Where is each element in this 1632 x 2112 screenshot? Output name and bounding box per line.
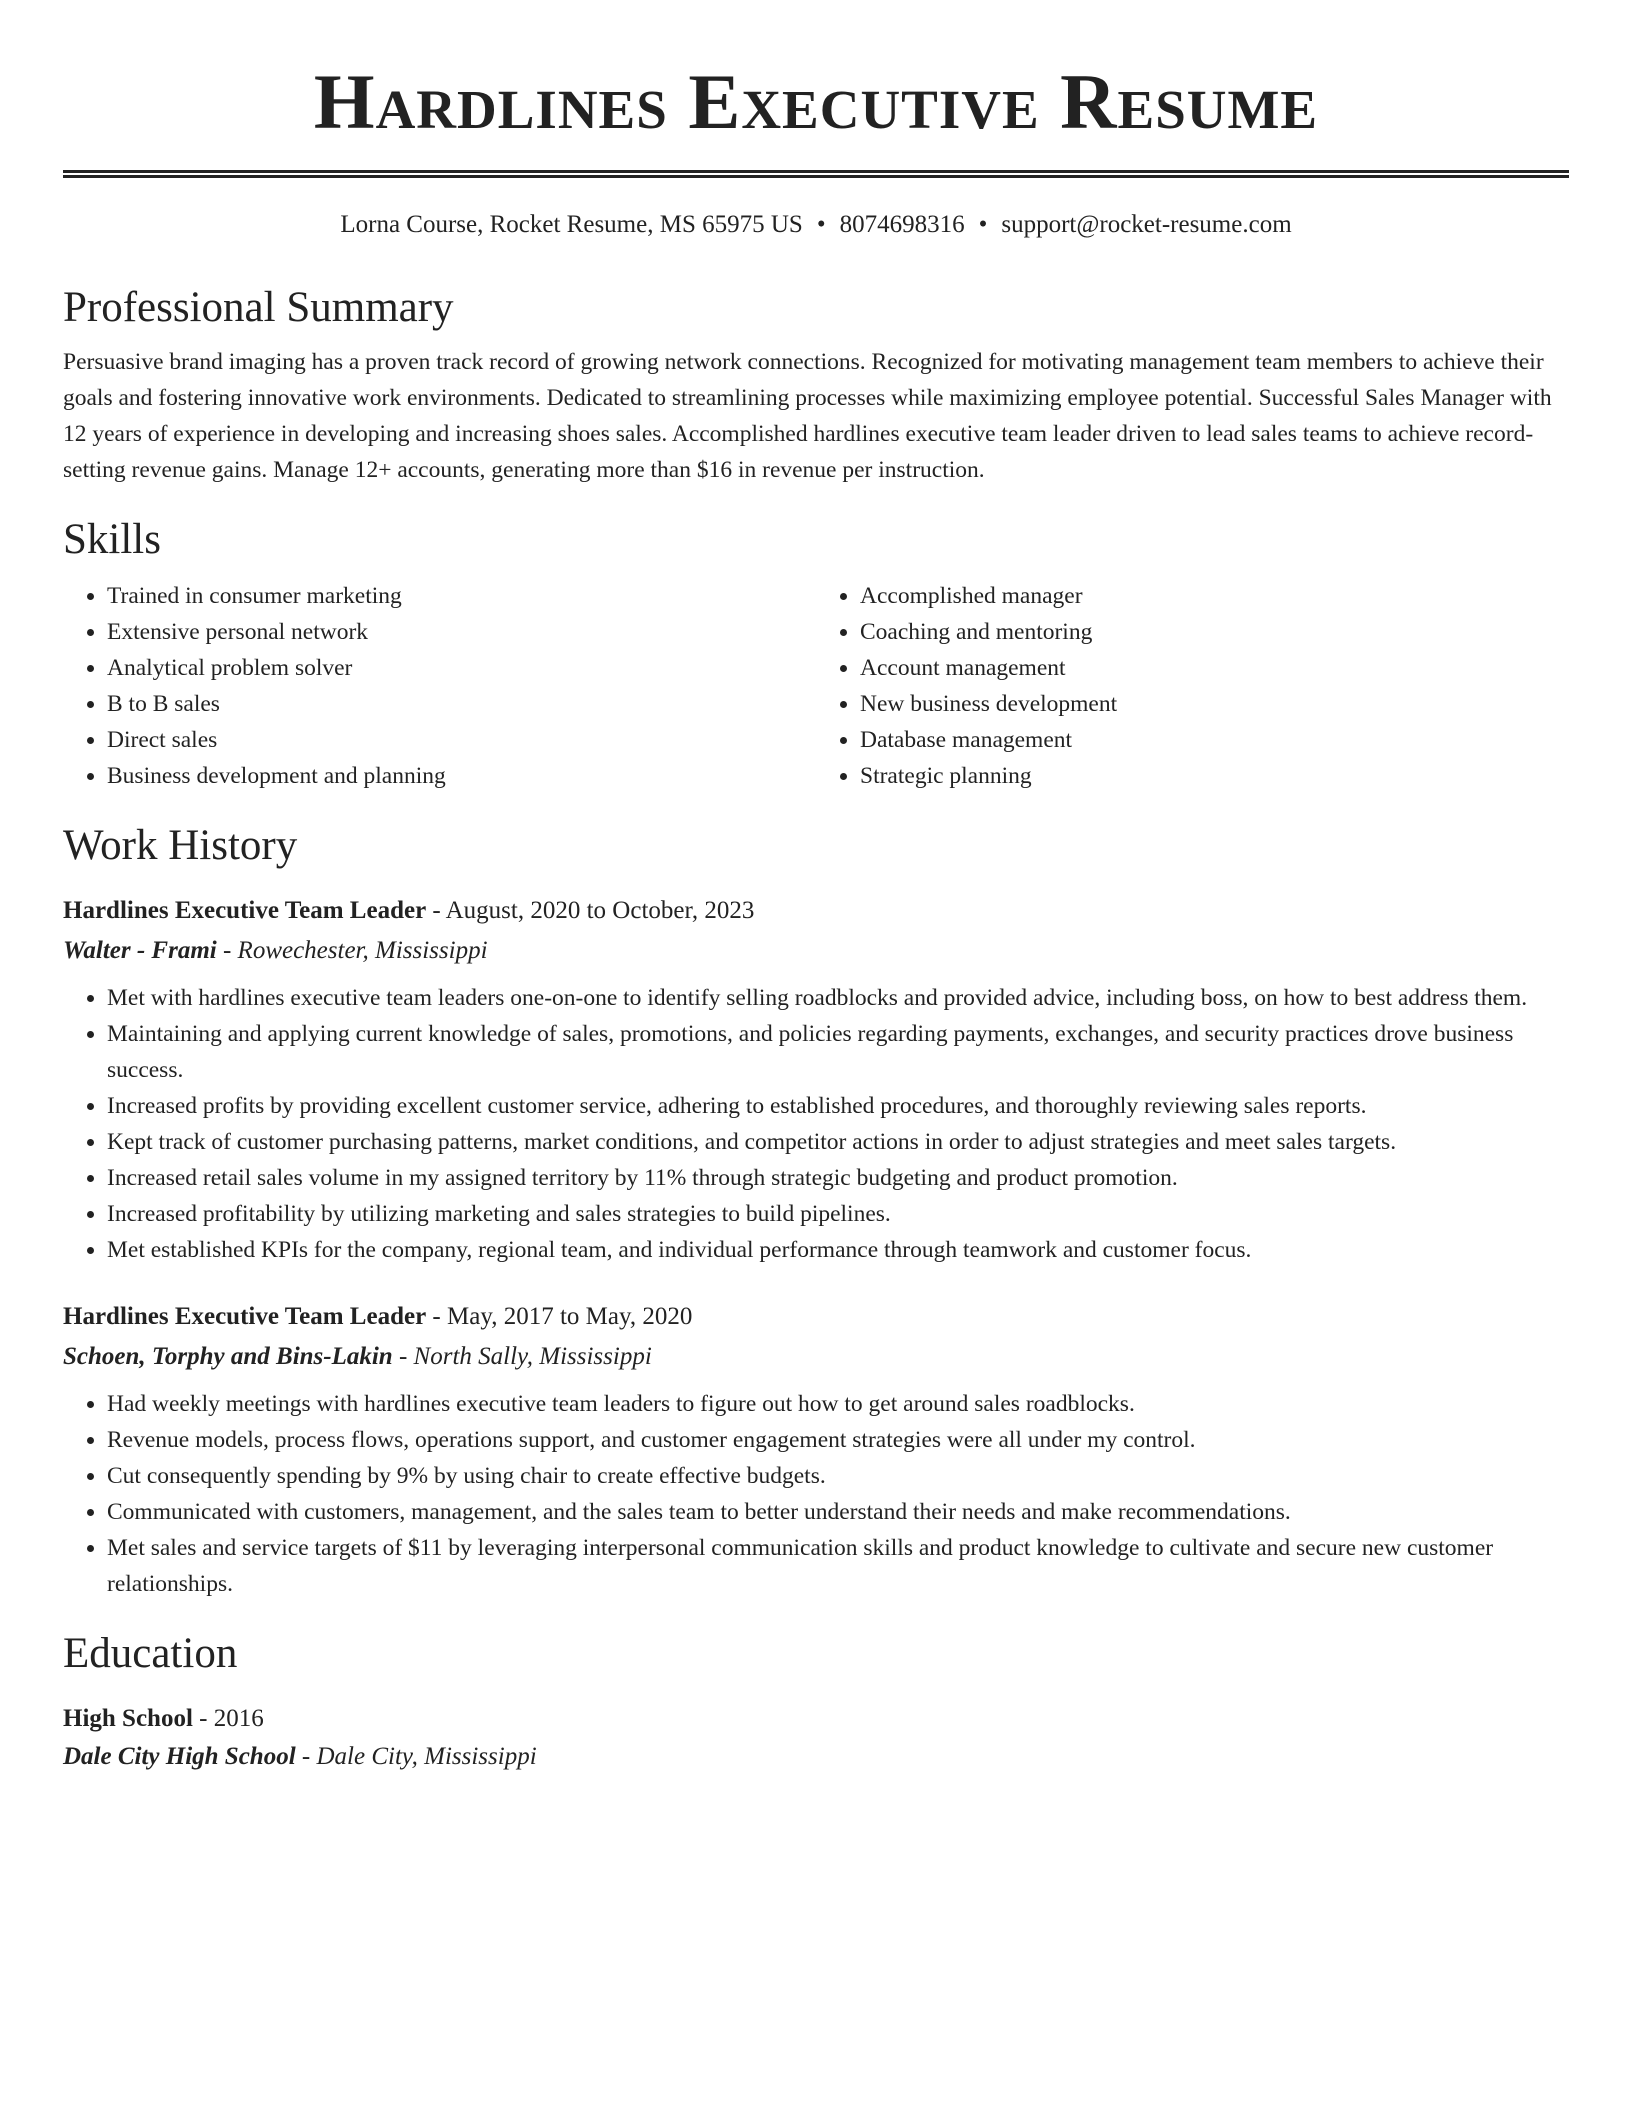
education-location: Dale City, Mississippi	[316, 1743, 537, 1770]
job-header	[63, 1300, 1569, 1334]
skills-column-left	[63, 578, 816, 794]
education-school-line	[63, 1740, 1569, 1774]
skill-item: • Direct sales	[107, 722, 816, 758]
job-bullets	[63, 980, 1569, 1268]
job-dash: -	[216, 937, 238, 964]
job-dates: May, 2017 to May, 2020	[447, 1303, 693, 1330]
skill-item: • Trained in consumer marketing	[107, 578, 816, 614]
job-bullet: • Met sales and service targets of $11 by leveraging interpersonal communication skills and product knowledge to cultivate and secure new customer relationships.	[107, 1530, 1569, 1602]
job-bullet: • Had weekly meetings with hardlines executive team leaders to figure out how to get around sales roadblocks.	[107, 1386, 1569, 1422]
skill-item: • Database management	[860, 722, 1569, 758]
job-dash: -	[426, 897, 446, 924]
contact-phone: 8074698316	[839, 211, 965, 238]
job-bullet: • Communicated with customers, management, and the sales team to better understand their needs and make recommendations.	[107, 1494, 1569, 1530]
summary-heading: Professional Summary	[63, 284, 454, 331]
contact-email: support@rocket-resume.com	[1001, 211, 1292, 238]
job-bullet: • Kept track of customer purchasing patterns, market conditions, and competitor actions in order to adjust strategies and meet sales targets.	[107, 1124, 1569, 1160]
job-employer	[63, 934, 1569, 968]
job-bullet: • Cut consequently spending by 9% by using chair to create effective budgets.	[107, 1458, 1569, 1494]
job-location: North Sally, Mississippi	[413, 1343, 652, 1370]
contact-address: Lorna Course, Rocket Resume, MS 65975 US	[340, 211, 803, 238]
job-location: Rowechester, Mississippi	[237, 937, 488, 964]
education-degree: High School	[63, 1705, 193, 1732]
job-entry	[63, 894, 1569, 1268]
job-title: Hardlines Executive Team Leader	[63, 897, 427, 924]
job-bullet: • Increased retail sales volume in my assigned territory by 11% through strategic budgeting and product promotion.	[107, 1160, 1569, 1196]
job-dates: August, 2020 to October, 2023	[445, 897, 755, 924]
education-heading: Education	[63, 1630, 238, 1677]
summary-text: Persuasive brand imaging has a proven track record of growing network connections. Recognized for motivating management team members to achieve their goals and fostering innovative work environments. Dedicated to streamlining processes while maximizing employee potential. Successful Sales Manager with 12 years of experience in developing and increasing shoes sales. Accomplished hardlines executive team leader driven to lead sales teams to achieve record-setting revenue gains. Manage 12+ accounts, generating more than $16 in revenue per instruction.	[63, 349, 1552, 483]
skill-item: • Account management	[860, 650, 1569, 686]
job-employer	[63, 1340, 1569, 1374]
skill-item: • Extensive personal network	[107, 614, 816, 650]
skill-item: • Business development and planning	[107, 758, 816, 794]
job-bullet: • Met with hardlines executive team leaders one-on-one to identify selling roadblocks and provided advice, including boss, on how to best address them.	[107, 980, 1569, 1016]
skill-item: • Coaching and mentoring	[860, 614, 1569, 650]
skill-item: • New business development	[860, 686, 1569, 722]
education-dash: -	[295, 1743, 317, 1770]
job-header	[63, 894, 1569, 928]
education-dash: -	[192, 1705, 214, 1732]
title-divider	[63, 170, 1569, 178]
skill-item: • Accomplished manager	[860, 578, 1569, 614]
skill-item: • Strategic planning	[860, 758, 1569, 794]
education-header	[63, 1702, 1569, 1736]
resume-title: Hardlines Executive Resume	[313, 58, 1319, 145]
contact-line	[63, 209, 1569, 241]
job-bullet: • Increased profitability by utilizing marketing and sales strategies to build pipelines.	[107, 1196, 1569, 1232]
skills-list	[63, 578, 1569, 794]
job-dash: -	[392, 1343, 414, 1370]
job-dash: -	[426, 1303, 447, 1330]
job-entry	[63, 1300, 1569, 1602]
job-bullet: • Met established KPIs for the company, regional team, and individual performance through teamwork and customer focus.	[107, 1232, 1569, 1268]
work-history-heading: Work History	[63, 822, 298, 869]
education-entry	[63, 1702, 1569, 1774]
contact-separator: •	[816, 211, 826, 238]
job-bullet: • Increased profits by providing excellent customer service, adhering to established procedures, and thoroughly reviewing sales reports.	[107, 1088, 1569, 1124]
education-year: 2016	[213, 1705, 264, 1732]
job-bullets	[63, 1386, 1569, 1602]
skill-item: • Analytical problem solver	[107, 650, 816, 686]
education-school: Dale City High School	[63, 1743, 296, 1770]
skills-heading: Skills	[63, 516, 161, 563]
job-bullet: • Maintaining and applying current knowledge of sales, promotions, and policies regarding payments, exchanges, and security practices drove business success.	[107, 1016, 1569, 1088]
job-title: Hardlines Executive Team Leader	[63, 1303, 427, 1330]
skills-column-right	[816, 578, 1569, 794]
contact-separator: •	[978, 211, 988, 238]
job-company: Walter - Frami	[63, 937, 217, 964]
job-bullet: • Revenue models, process flows, operations support, and customer engagement strategies were all under my control.	[107, 1422, 1569, 1458]
skill-item: • B to B sales	[107, 686, 816, 722]
job-company: Schoen, Torphy and Bins-Lakin	[63, 1343, 393, 1370]
